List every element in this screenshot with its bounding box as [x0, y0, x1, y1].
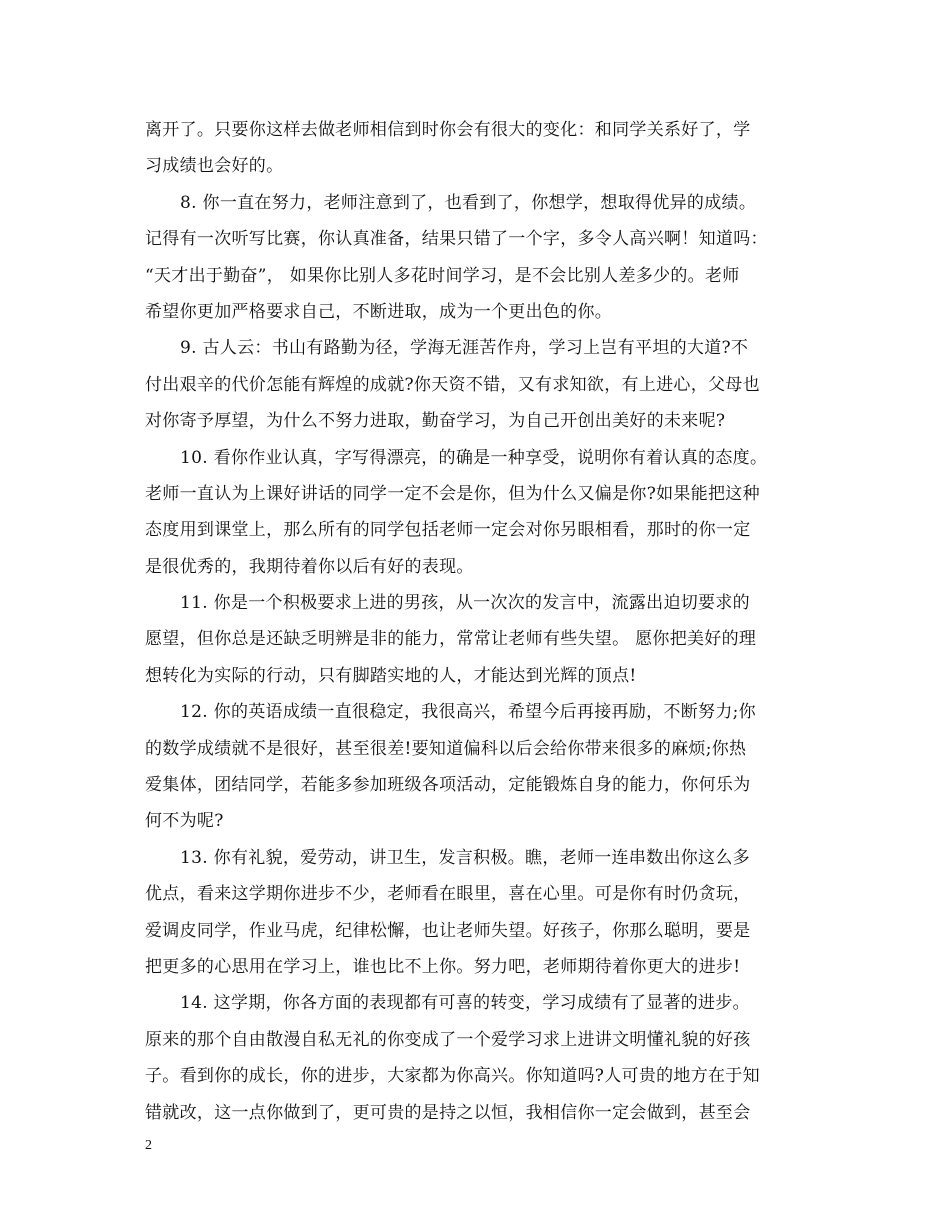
text-line: 原来的那个自由散漫自私无礼的你变成了一个爱学习求上进讲文明懂礼貌的好孩: [145, 1029, 751, 1050]
text-line: 何不为呢?: [145, 811, 224, 832]
paragraph-start-10: 10. 看你作业认真，字写得漂亮，的确是一种享受，说明你有着认真的态度。: [180, 447, 768, 468]
paragraph-start-8: 8. 你一直在努力，老师注意到了，也看到了，你想学，想取得优异的成绩。: [180, 192, 757, 213]
text-line: 的数学成绩就不是很好，甚至很差!要知道偏科以后会给你带来很多的麻烦;你热: [145, 738, 747, 759]
text-line: 把更多的心思用在学习上，谁也比不上你。努力吧，老师期待着你更大的进步!: [145, 956, 741, 977]
text-line: 希望你更加严格要求自己，不断进取，成为一个更出色的你。: [145, 301, 613, 322]
text-line: 爱调皮同学，作业马虎，纪律松懈，也让老师失望。好孩子，你那么聪明，要是: [145, 920, 751, 941]
text-line: 离开了。只要你这样去做老师相信到时你会有很大的变化：和同学关系好了，学: [145, 120, 751, 140]
text-line: 想转化为实际的行动，只有脚踏实地的人，才能达到光辉的顶点!: [145, 665, 637, 686]
text-line: “天才出于勤奋”， 如果你比别人多花时间学习，是不会比别人差多少的。老师: [145, 265, 740, 286]
text-line: 优点，看来这学期你进步不少，老师看在眼里，喜在心里。可是你有时仍贪玩，: [145, 884, 751, 905]
page-number: 2: [145, 1138, 152, 1153]
paragraph-start-13: 13. 你有礼貌，爱劳动，讲卫生，发言积极。瞧，老师一连串数出你这么多: [180, 847, 750, 868]
text-line: 习成绩也会好的。: [145, 156, 284, 177]
text-line: 子。看到你的成长，你的进步，大家都为你高兴。你知道吗?人可贵的地方在于知: [145, 1066, 760, 1087]
paragraph-start-11: 11. 你是一个积极要求上进的男孩，从一次次的发言中，流露出迫切要求的: [180, 593, 750, 614]
paragraph-start-9: 9. 古人云：书山有路勤为径，学海无涯苦作舟，学习上岂有平坦的大道?不: [180, 338, 749, 359]
document-body: [145, 112, 825, 1131]
paragraph-start-14: 14. 这学期，你各方面的表现都有可喜的转变，学习成绩有了显著的进步。: [180, 993, 750, 1014]
text-line: 老师一直认为上课好讲话的同学一定不会是你，但为什么又偏是你?如果能把这种: [145, 483, 760, 504]
text-line: 对你寄予厚望，为什么不努力进取，勤奋学习，为自己开创出美好的未来呢?: [145, 411, 726, 432]
paragraph-start-12: 12. 你的英语成绩一直很稳定，我很高兴，希望今后再接再励，不断努力;你: [180, 702, 756, 723]
text-line: 记得有一次听写比赛，你认真准备，结果只错了一个字，多令人高兴啊！知道吗：: [145, 229, 768, 250]
text-line: 愿望，但你总是还缺乏明辨是非的能力，常常让老师有些失望。 愿你把美好的理: [145, 629, 757, 650]
text-line: 态度用到课堂上，那么所有的同学包括老师一定会对你另眼相看，那时的你一定: [145, 520, 751, 541]
text-line: 是很优秀的，我期待着你以后有好的表现。: [145, 556, 474, 577]
text-line: 爱集体，团结同学，若能多参加班级各项活动，定能锻炼自身的能力，你何乐为: [145, 775, 751, 796]
text-line: 错就改，这一点你做到了，更可贵的是持之以恒，我相信你一定会做到，甚至会: [145, 1102, 751, 1123]
text-line: 付出艰辛的代价怎能有辉煌的成就?你天资不错，又有求知欲，有上进心，父母也: [145, 374, 760, 395]
